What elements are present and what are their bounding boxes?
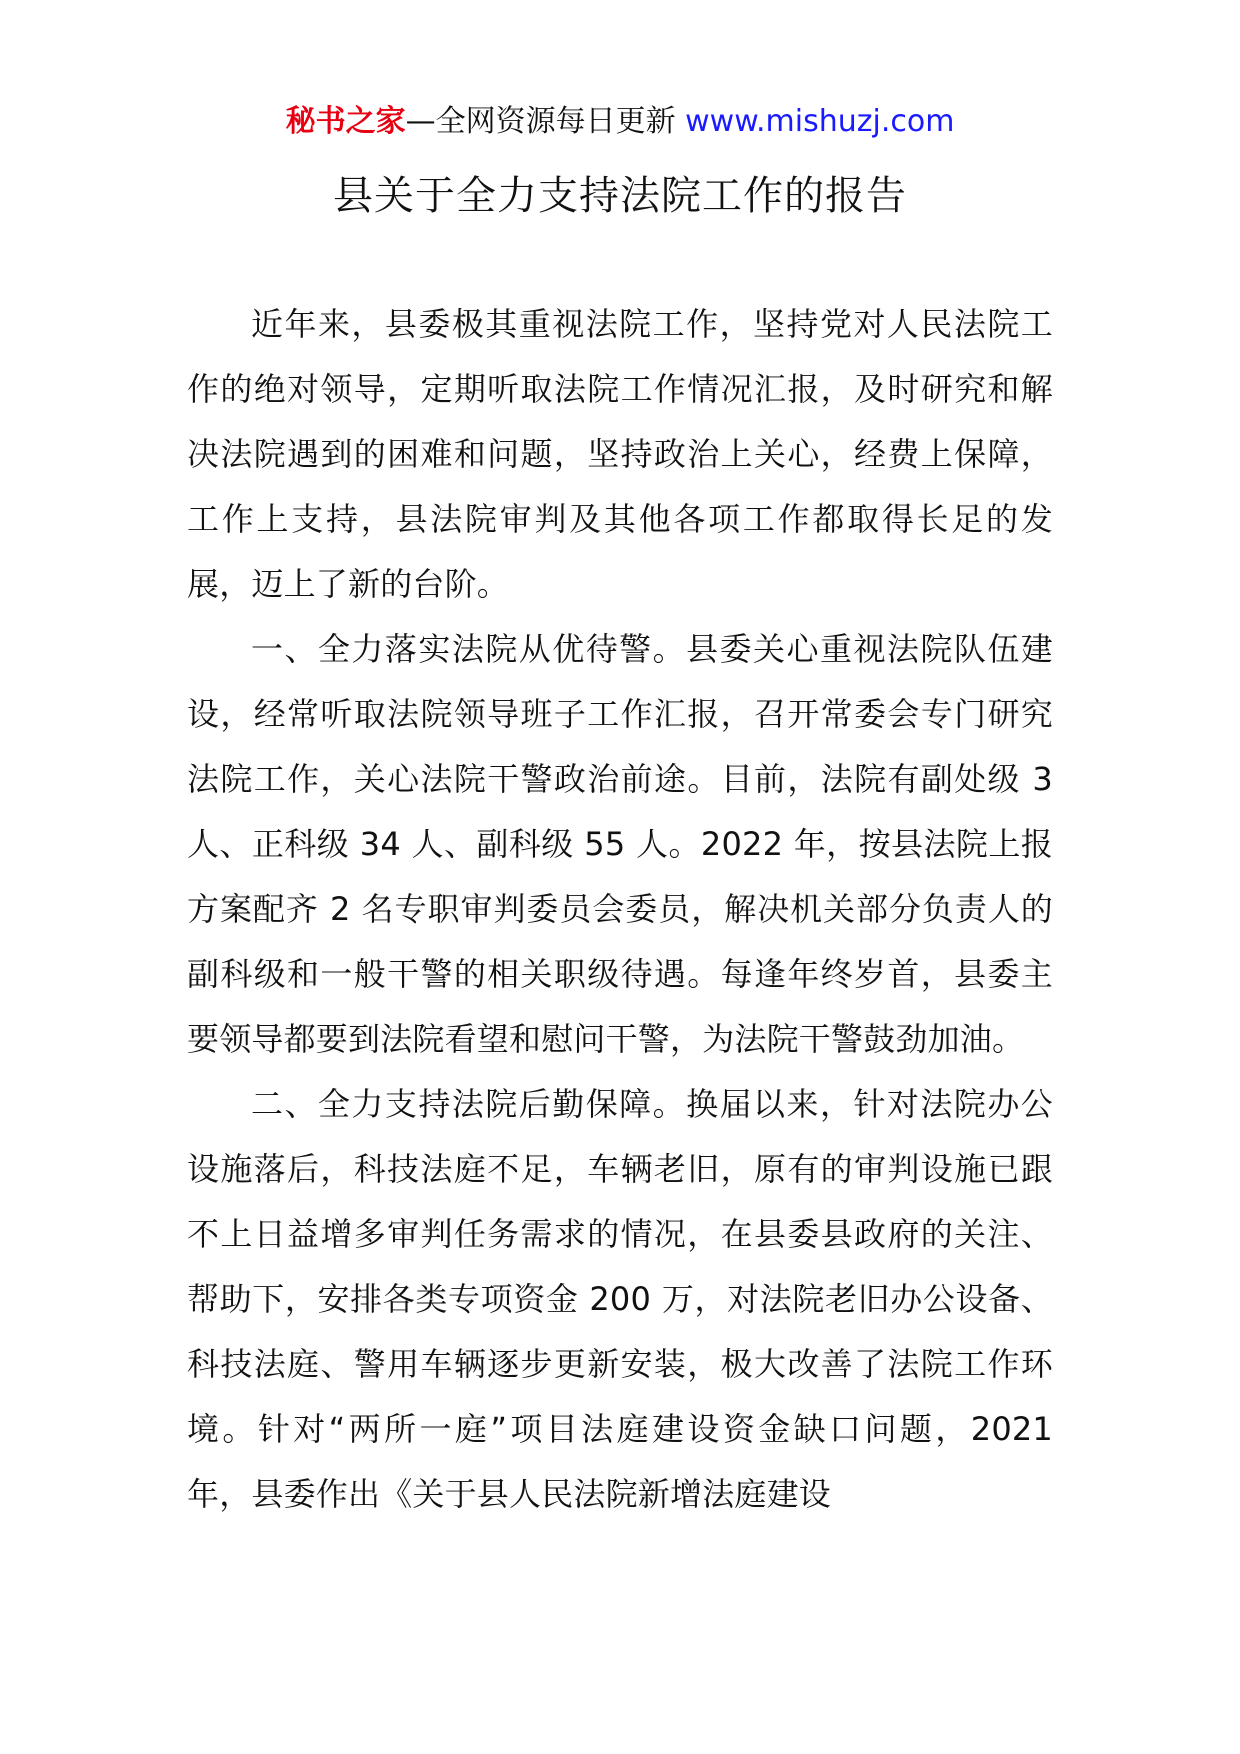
paragraph-section-1: 一、全力落实法院从优待警。县委关心重视法院队伍建设，经常听取法院领导班子工作汇报，召开常委会专门研究法院工作，关心法院干警政治前途。目前，法院有副处级 3 人、正科级 34 人、副科级 55 人。2022 年，按县法院上报方案配齐 2 名专职审判委员会委员，解决机关部分负责人的副科级和一般干警的相关职级待遇。每逢年终岁首，县委主要领导都要到法院看望和慰问干警，为法院干警鼓劲加油。 xyxy=(187,630,1053,1058)
site-url-link[interactable]: www.mishuzj.com xyxy=(685,104,955,139)
brand-name: 秘书之家 xyxy=(285,104,406,139)
paragraph-intro: 近年来，县委极其重视法院工作，坚持党对人民法院工作的绝对领导，定期听取法院工作情况汇报，及时研究和解决法院遇到的困难和问题，坚持政治上关心，经费上保障，工作上支持，县法院审判及其他各项工作都取得长足的发展，迈上了新的台阶。 xyxy=(187,305,1053,603)
document-title: 县关于全力支持法院工作的报告 xyxy=(333,173,907,219)
header-slogan: —全网资源每日更新 xyxy=(405,104,676,139)
document-body xyxy=(187,292,1053,1527)
site-header xyxy=(0,100,1240,144)
paragraph-section-2: 二、全力支持法院后勤保障。换届以来，针对法院办公设施落后，科技法庭不足，车辆老旧，原有的审判设施已跟不上日益增多审判任务需求的情况，在县委县政府的关注、帮助下，安排各类专项资金 200 万，对法院老旧办公设备、科技法庭、警用车辆逐步更新安装，极大改善了法院工作环境。针对“两所一庭”项目法庭建设资金缺口问题，2021 年，县委作出《关于县人民法院新增法庭建设 xyxy=(187,1085,1053,1513)
